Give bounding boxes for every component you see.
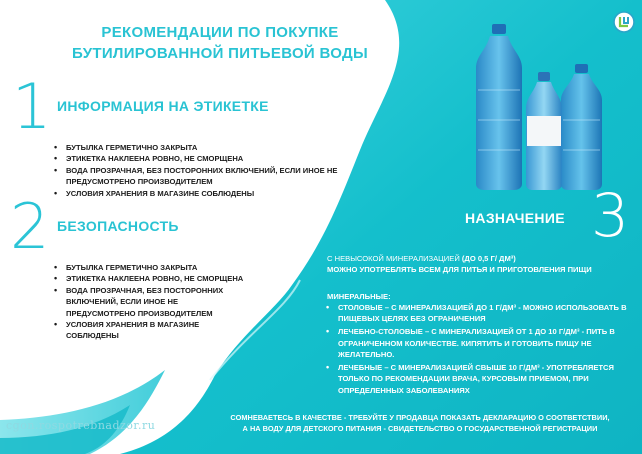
- page-title: [40, 22, 400, 64]
- section-3-list: [324, 302, 634, 398]
- title-line-1: РЕКОМЕНДАЦИИ ПО ПОКУПКЕ: [101, 24, 339, 41]
- section-2-title: БЕЗОПАСНОСТЬ: [57, 218, 179, 234]
- intro-line-1: [327, 253, 627, 264]
- intro-part-1: С НЕВЫСОКОЙ МИНЕРАЛИЗАЦИЕЙ: [327, 254, 460, 263]
- section-3-title: НАЗНАЧЕНИЕ: [465, 210, 565, 226]
- footer-note: [205, 412, 635, 434]
- list-item: • СТОЛОВЫЕ – С МИНЕРАЛИЗАЦИЕЙ ДО 1 Г/ДМ³ - МОЖНО ИСПОЛЬЗОВАТЬ В ПИЩЕВЫХ ЦЕЛЯХ БЕЗ ОГРАНИЧЕНИЯ: [338, 302, 634, 325]
- list-item: • ЛЕЧЕБНЫЕ – С МИНЕРАЛИЗАЦИЕЙ СВЫШЕ 10 Г/ДМ³ - УПОТРЕБЛЯЕТСЯ ТОЛЬКО ПО РЕКОМЕНДАЦИИ ВРАЧА, КУРСОВЫМ ПРИЕМОМ, ПРИ ОПРЕДЕЛЕННЫХ ЗАБОЛЕВАНИЯХ: [338, 362, 634, 396]
- list-item: • ЭТИКЕТКА НАКЛЕЕНА РОВНО, НЕ СМОРЩЕНА: [66, 273, 246, 284]
- section-1-title: ИНФОРМАЦИЯ НА ЭТИКЕТКЕ: [57, 98, 269, 114]
- section-3-intro: [327, 253, 627, 276]
- list-item: • УСЛОВИЯ ХРАНЕНИЯ В МАГАЗИНЕ СОБЛЮДЕНЫ: [66, 188, 366, 199]
- water-bottles-illustration: [468, 20, 618, 192]
- mineral-label: МИНЕРАЛЬНЫЕ:: [327, 292, 391, 301]
- list-item: • БУТЫЛКА ГЕРМЕТИЧНО ЗАКРЫТА: [66, 142, 366, 153]
- footer-line-2: А НА ВОДУ ДЛЯ ДЕТСКОГО ПИТАНИЯ - СВИДЕТЕЛЬСТВО О ГОСУДАРСТВЕННОЙ РЕГИСТРАЦИИ: [242, 424, 598, 434]
- list-item: • ВОДА ПРОЗРАЧНАЯ, БЕЗ ПОСТОРОННИХ ВКЛЮЧЕНИЙ, ЕСЛИ ИНОЕ НЕ ПРЕДУСМОТРЕНО ПРОИЗВОДИТЕЛЕМ: [66, 285, 246, 319]
- intro-part-2: (ДО 0,5 Г/ ДМ³): [459, 254, 516, 263]
- section-1-list: [52, 142, 366, 199]
- website-link[interactable]: cgon.rospotrebnadzor.ru: [6, 419, 156, 432]
- section-1-number: 1: [12, 70, 52, 143]
- intro-line-2: МОЖНО УПОТРЕБЛЯТЬ ВСЕМ ДЛЯ ПИТЬЯ И ПРИГОТОВЛЕНИЯ ПИЩИ: [327, 265, 592, 275]
- list-item: • БУТЫЛКА ГЕРМЕТИЧНО ЗАКРЫТА: [66, 262, 246, 273]
- list-item: • ЭТИКЕТКА НАКЛЕЕНА РОВНО, НЕ СМОРЩЕНА: [66, 153, 366, 164]
- list-item: • ЛЕЧЕБНО-СТОЛОВЫЕ – С МИНЕРАЛИЗАЦИЕЙ ОТ 1 ДО 10 Г/ДМ³ - ПИТЬ В ОГРАНИЧЕННОМ КОЛИЧЕСТВЕ. КИПЯТИТЬ И ГОТОВИТЬ ПИЩУ НЕ ЖЕЛАТЕЛЬНО.: [338, 326, 634, 360]
- section-3-number: 3: [591, 181, 630, 251]
- section-2-list: [52, 262, 246, 342]
- section-2-number: 2: [10, 190, 50, 263]
- list-item: • УСЛОВИЯ ХРАНЕНИЯ В МАГАЗИНЕ СОБЛЮДЕНЫ: [66, 319, 246, 342]
- footer-line-1: СОМНЕВАЕТЕСЬ В КАЧЕСТВЕ - ТРЕБУЙТЕ У ПРОДАВЦА ПОКАЗАТЬ ДЕКЛАРАЦИЮ О СООТВЕТСТВИИ,: [230, 413, 610, 422]
- title-line-2: БУТИЛИРОВАННОЙ ПИТЬЕВОЙ ВОДЫ: [72, 45, 368, 62]
- list-item: • ВОДА ПРОЗРАЧНАЯ, БЕЗ ПОСТОРОННИХ ВКЛЮЧЕНИЙ, ЕСЛИ ИНОЕ НЕ ПРЕДУСМОТРЕНО ПРОИЗВОДИТЕЛЕМ: [66, 165, 366, 188]
